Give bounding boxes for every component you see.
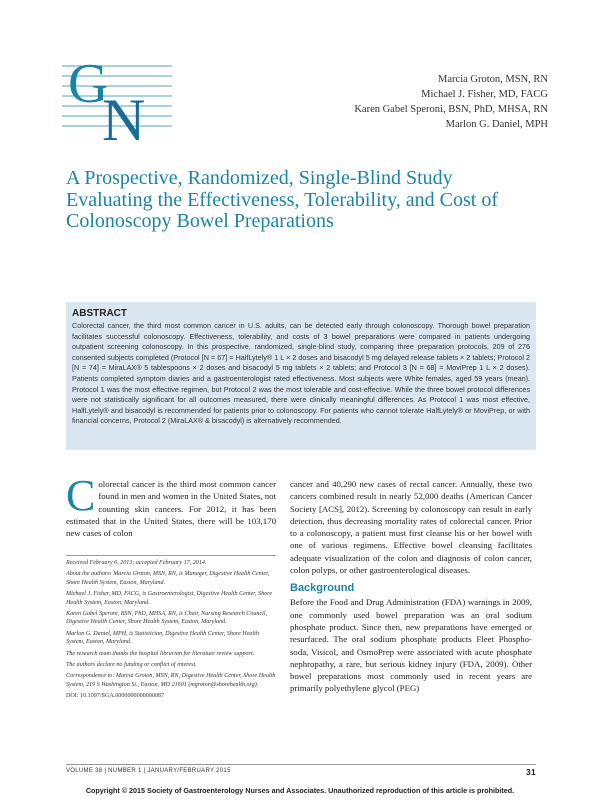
svg-text:N: N bbox=[102, 87, 146, 150]
journal-logo bbox=[62, 40, 172, 150]
page-number: 31 bbox=[525, 767, 536, 777]
received-note: Received February 6, 2013; accepted February 17, 2014. bbox=[66, 560, 207, 566]
gn-logo-icon bbox=[62, 40, 172, 150]
conflict-note: The authors declare no funding or conflict of interest. bbox=[66, 662, 197, 669]
correspondence-note: Correspondence to: Marcia Groton, MSN, RN, Digestive Health Center, Shore Health System, 219 S Washington St., Easton, MD 21601 (mgroton@shorehealth.org). bbox=[66, 673, 276, 688]
section-heading: Background bbox=[290, 582, 355, 595]
author-name: Karen Gabel Speroni, BSN, PhD, MHSA, RN bbox=[354, 104, 548, 115]
svg-text:G: G bbox=[68, 53, 109, 115]
right-column bbox=[290, 478, 532, 695]
about-author-note: Michael J. Fisher, MD, FACG, is Gastroenterologist, Digestive Health Center, Shore Health System, Easton, Maryland. bbox=[66, 591, 273, 606]
about-author-note: Karen Gabel Speroni, BSN, PhD, MHSA, RN, is Chair, Nursing Research Council, Digestive Health Center, Shore Health System, Easton, Maryland. bbox=[66, 611, 268, 626]
abstract-heading: ABSTRACT bbox=[72, 308, 127, 319]
about-author-note: Marlon G. Daniel, MPH, is Statistician, Digestive Health Center, Shore Health System, Easton, Maryland. bbox=[66, 630, 259, 646]
article-title: A Prospective, Randomized, Single-Blind Study Evaluating the Effectiveness, Tolerability, and Cost of Colonoscopy Bowel Preparations bbox=[66, 167, 499, 232]
body-paragraph: cancer and 40,290 new cases of rectal cancer. Annually, these two cancers combined result in nearly 52,000 deaths (American Cancer Society [ACS], 2012). Screening by colonoscopy can result in early detection, thus decreasing mortality rates of colorectal cancer. Prior to a colonoscopy, a patient must first cleanse his or her bowel with one of various regimens. Effective bowel cleansing facilitates adequate visualization of the colon and diagnosis of colon cancer, colon polyps, or other gastroenterological diseases. bbox=[290, 479, 532, 576]
author-notes bbox=[66, 555, 276, 704]
author-name: Marcia Groton, MSN, RN bbox=[438, 74, 548, 85]
intro-text: olorectal cancer is the third most common cancer found in men and women in the United States, not counting skin cancers. For 2012, it has been estimated that in the United States, there will be 103,170 new cases of colon bbox=[66, 479, 276, 539]
body-paragraph: Before the Food and Drug Administration (FDA) warnings in 2009, one commonly used bowel preparation was an oral sodium phosphate product. Since then, new preparations have emerged or resurfaced. The oral sodium phosphate products Fleet Phospho-soda, Visicol, and OsmoPrep were associated with acute phosphate nephropathy, a rare, but serious kidney injury (FDA, 2009). Other bowel preparations most commonly used in recent years are primarily polyethylene glycol (PEG) bbox=[290, 597, 532, 694]
intro-paragraph bbox=[66, 471, 276, 539]
page-footer bbox=[66, 764, 536, 777]
author-name: Michael J. Fisher, MD, FACG bbox=[421, 89, 548, 100]
about-author-note: About the authors: Marcia Groton, MSN, RN, is Manager, Digestive Health Center, Shore Health System, Easton, Maryland. bbox=[66, 571, 270, 586]
abstract-text: Colorectal cancer, the third most common cancer in U.S. adults, can be detected early through colonoscopy. Thorough bowel preparation facilitates successful colonoscopy. Effectiveness, tolerability, and costs of 3 bowel preparations were compared in patients undergoing outpatient screening colonoscopy. In this prospective, randomized, single-blind study, comparing three preparation protocols, 209 of 276 consented subjects completed (Protocol [N = 67] = HalfLytely® 1 L × 2 doses and bisacodyl 5 mg delayed release tablets × 2 tablets; Protocol 2 [N = 74] = MiraLAX® 5 tablespoons × 2 doses and bisacodyl 5 mg tablets × 2 tablets; and Protocol 3 [N = 68] = MoviPrep 1 L × 2 doses). Patients completed symptom diaries and a gastroenterologist rated effectiveness. Most subjects were White females, aged 59 years (mean). Protocol 1 was the most effective regimen, but Protocol 2 was the most tolerable and cost-effective. While the three bowel protocol differences were not statistically significant for all outcomes measured, there were clinically meaningful differences. As Protocol 1 was most effective, HalfLytely® and bisacodyl is recommended for patients prior to colonoscopy. For patients who cannot tolerate HalfLytely® or MoviPrep, or with financial concerns, Protocol 2 (MiraLAX® & bisacodyl) is alternatively recommended. bbox=[72, 321, 530, 426]
thanks-note: The research team thanks the hospital librarian for literature review support. bbox=[66, 650, 255, 657]
doi-note: DOI: 10.1097/SGA.0000000000000087 bbox=[66, 693, 165, 700]
author-list bbox=[354, 72, 548, 132]
drop-cap: C bbox=[66, 471, 96, 520]
abstract-box bbox=[66, 302, 536, 450]
copyright-notice: Copyright © 2015 Society of Gastroenterology Nurses and Associates. Unauthorized reproduction of this article is prohibited. bbox=[85, 786, 515, 795]
left-column bbox=[66, 471, 276, 539]
author-name: Marlon G. Daniel, MPH bbox=[445, 119, 548, 130]
journal-info: VOLUME 38 | NUMBER 1 | JANUARY/FEBRUARY 2015 bbox=[66, 768, 231, 774]
